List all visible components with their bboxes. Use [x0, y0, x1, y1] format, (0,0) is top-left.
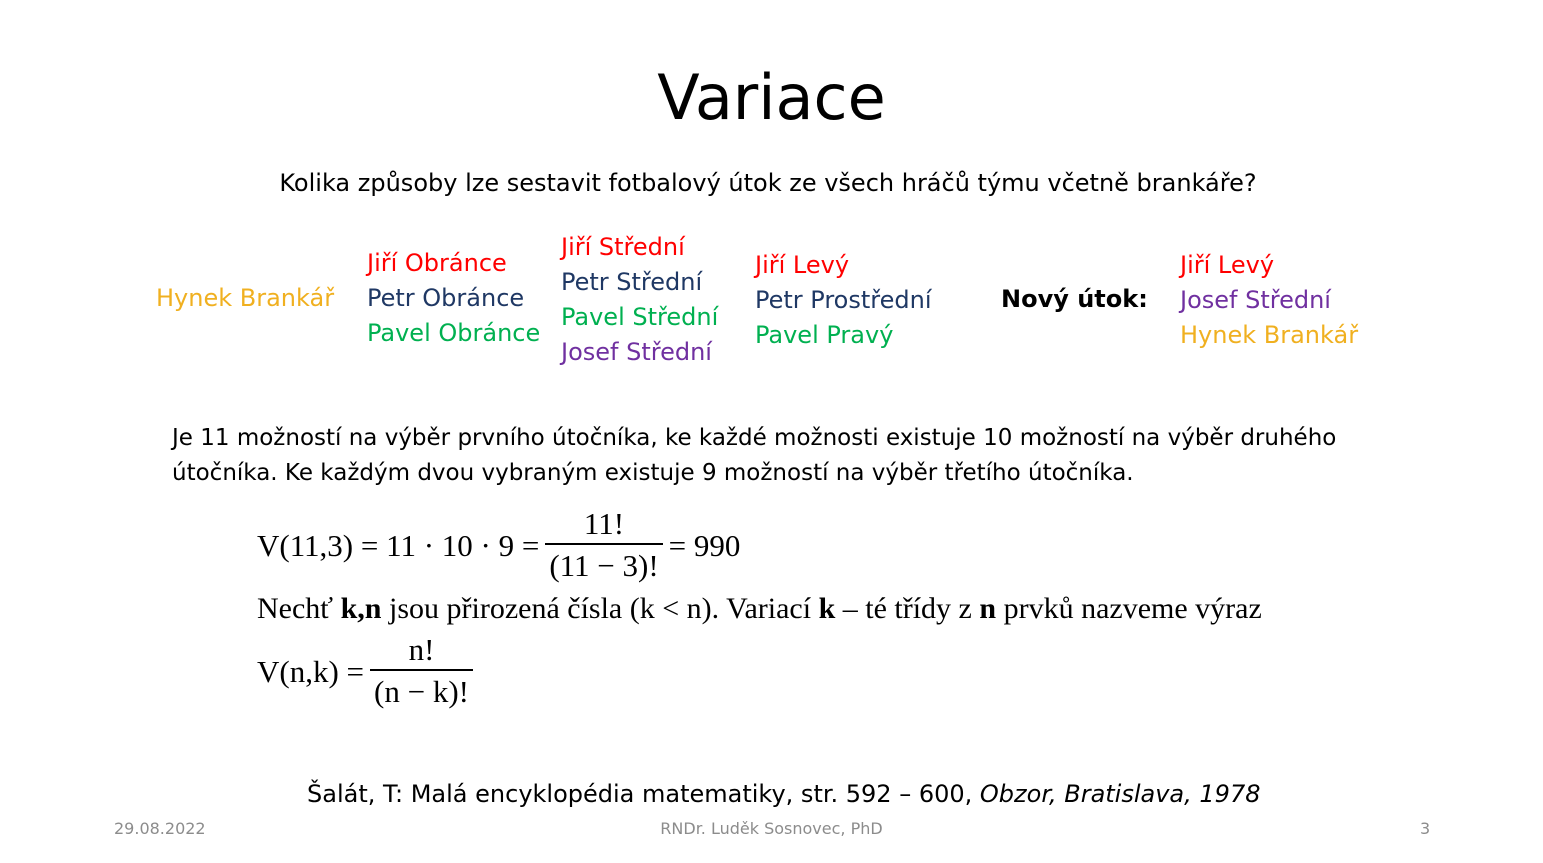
goalkeeper-name: Hynek Brankář: [156, 284, 335, 312]
definition-bold: n: [979, 592, 997, 625]
footer-page-number: 3: [1420, 819, 1431, 838]
definition-bold: k: [818, 592, 836, 625]
defenders-column: [367, 246, 540, 351]
footer-date: 29.08.2022: [114, 819, 206, 838]
new-attack-label: Nový útok:: [1001, 285, 1148, 313]
citation-publisher: Obzor, Bratislava, 1978: [979, 780, 1261, 808]
citation: [307, 777, 1260, 811]
forward-name: Jiří Levý: [755, 251, 850, 279]
definition-part: jsou přirozená čísla (k < n). Variací: [381, 592, 819, 625]
explanation-line-2: útočníka. Ke každým dvou vybraným existuje 9 možností na výběr třetího útočníka.: [172, 460, 1134, 486]
formula-v-11-3: [257, 507, 740, 585]
midfielder-name: Josef Střední: [561, 338, 712, 366]
defender-name: Pavel Obránce: [367, 319, 541, 347]
defender-name: Petr Obránce: [367, 284, 525, 312]
forwards-column: [755, 248, 932, 353]
midfielder-name: Petr Střední: [561, 268, 703, 296]
midfielder-name: Pavel Střední: [561, 303, 719, 331]
fraction-numerator: n!: [408, 632, 435, 667]
forward-name: Petr Prostřední: [755, 286, 932, 314]
fraction-denominator: (n − k)!: [370, 669, 473, 711]
definition-text: [257, 589, 1262, 629]
definition-part: prvků nazveme výraz: [996, 592, 1262, 625]
definition-part: Nechť: [257, 592, 341, 625]
formula-lhs: V(11,3) = 11 · 10 · 9 =: [257, 528, 540, 563]
fraction-numerator: 11!: [583, 506, 625, 541]
formula-lhs: V(n,k) =: [257, 654, 365, 689]
fraction-denominator: (11 − 3)!: [545, 543, 662, 585]
formula-result: = 990: [668, 528, 741, 563]
defender-name: Jiří Obránce: [367, 249, 507, 277]
midfielder-name: Jiří Střední: [561, 233, 685, 261]
fraction: [545, 507, 662, 585]
new-attack-player: Josef Střední: [1180, 286, 1331, 314]
explanation-line-1: Je 11 možností na výběr prvního útočníka, ke každé možnosti existuje 10 možností na výběr druhého: [172, 425, 1337, 451]
definition-bold: k,n: [340, 592, 382, 625]
citation-text: Šalát, T: Malá encyklopédia matematiky, str. 592 – 600,: [307, 780, 980, 808]
fraction: [370, 633, 473, 711]
new-attack-column: [1180, 248, 1358, 353]
definition-part: – té třídy z: [835, 592, 980, 625]
forward-name: Pavel Pravý: [755, 321, 894, 349]
midfielders-column: [561, 230, 718, 370]
new-attack-player: Jiří Levý: [1180, 251, 1275, 279]
slide-title: Variace: [657, 61, 886, 134]
new-attack-player: Hynek Brankář: [1180, 321, 1359, 349]
footer-author: RNDr. Luděk Sosnovec, PhD: [660, 819, 883, 838]
formula-v-n-k: [257, 633, 479, 711]
question-text: Kolika způsoby lze sestavit fotbalový útok ze všech hráčů týmu včetně brankáře?: [279, 169, 1257, 197]
